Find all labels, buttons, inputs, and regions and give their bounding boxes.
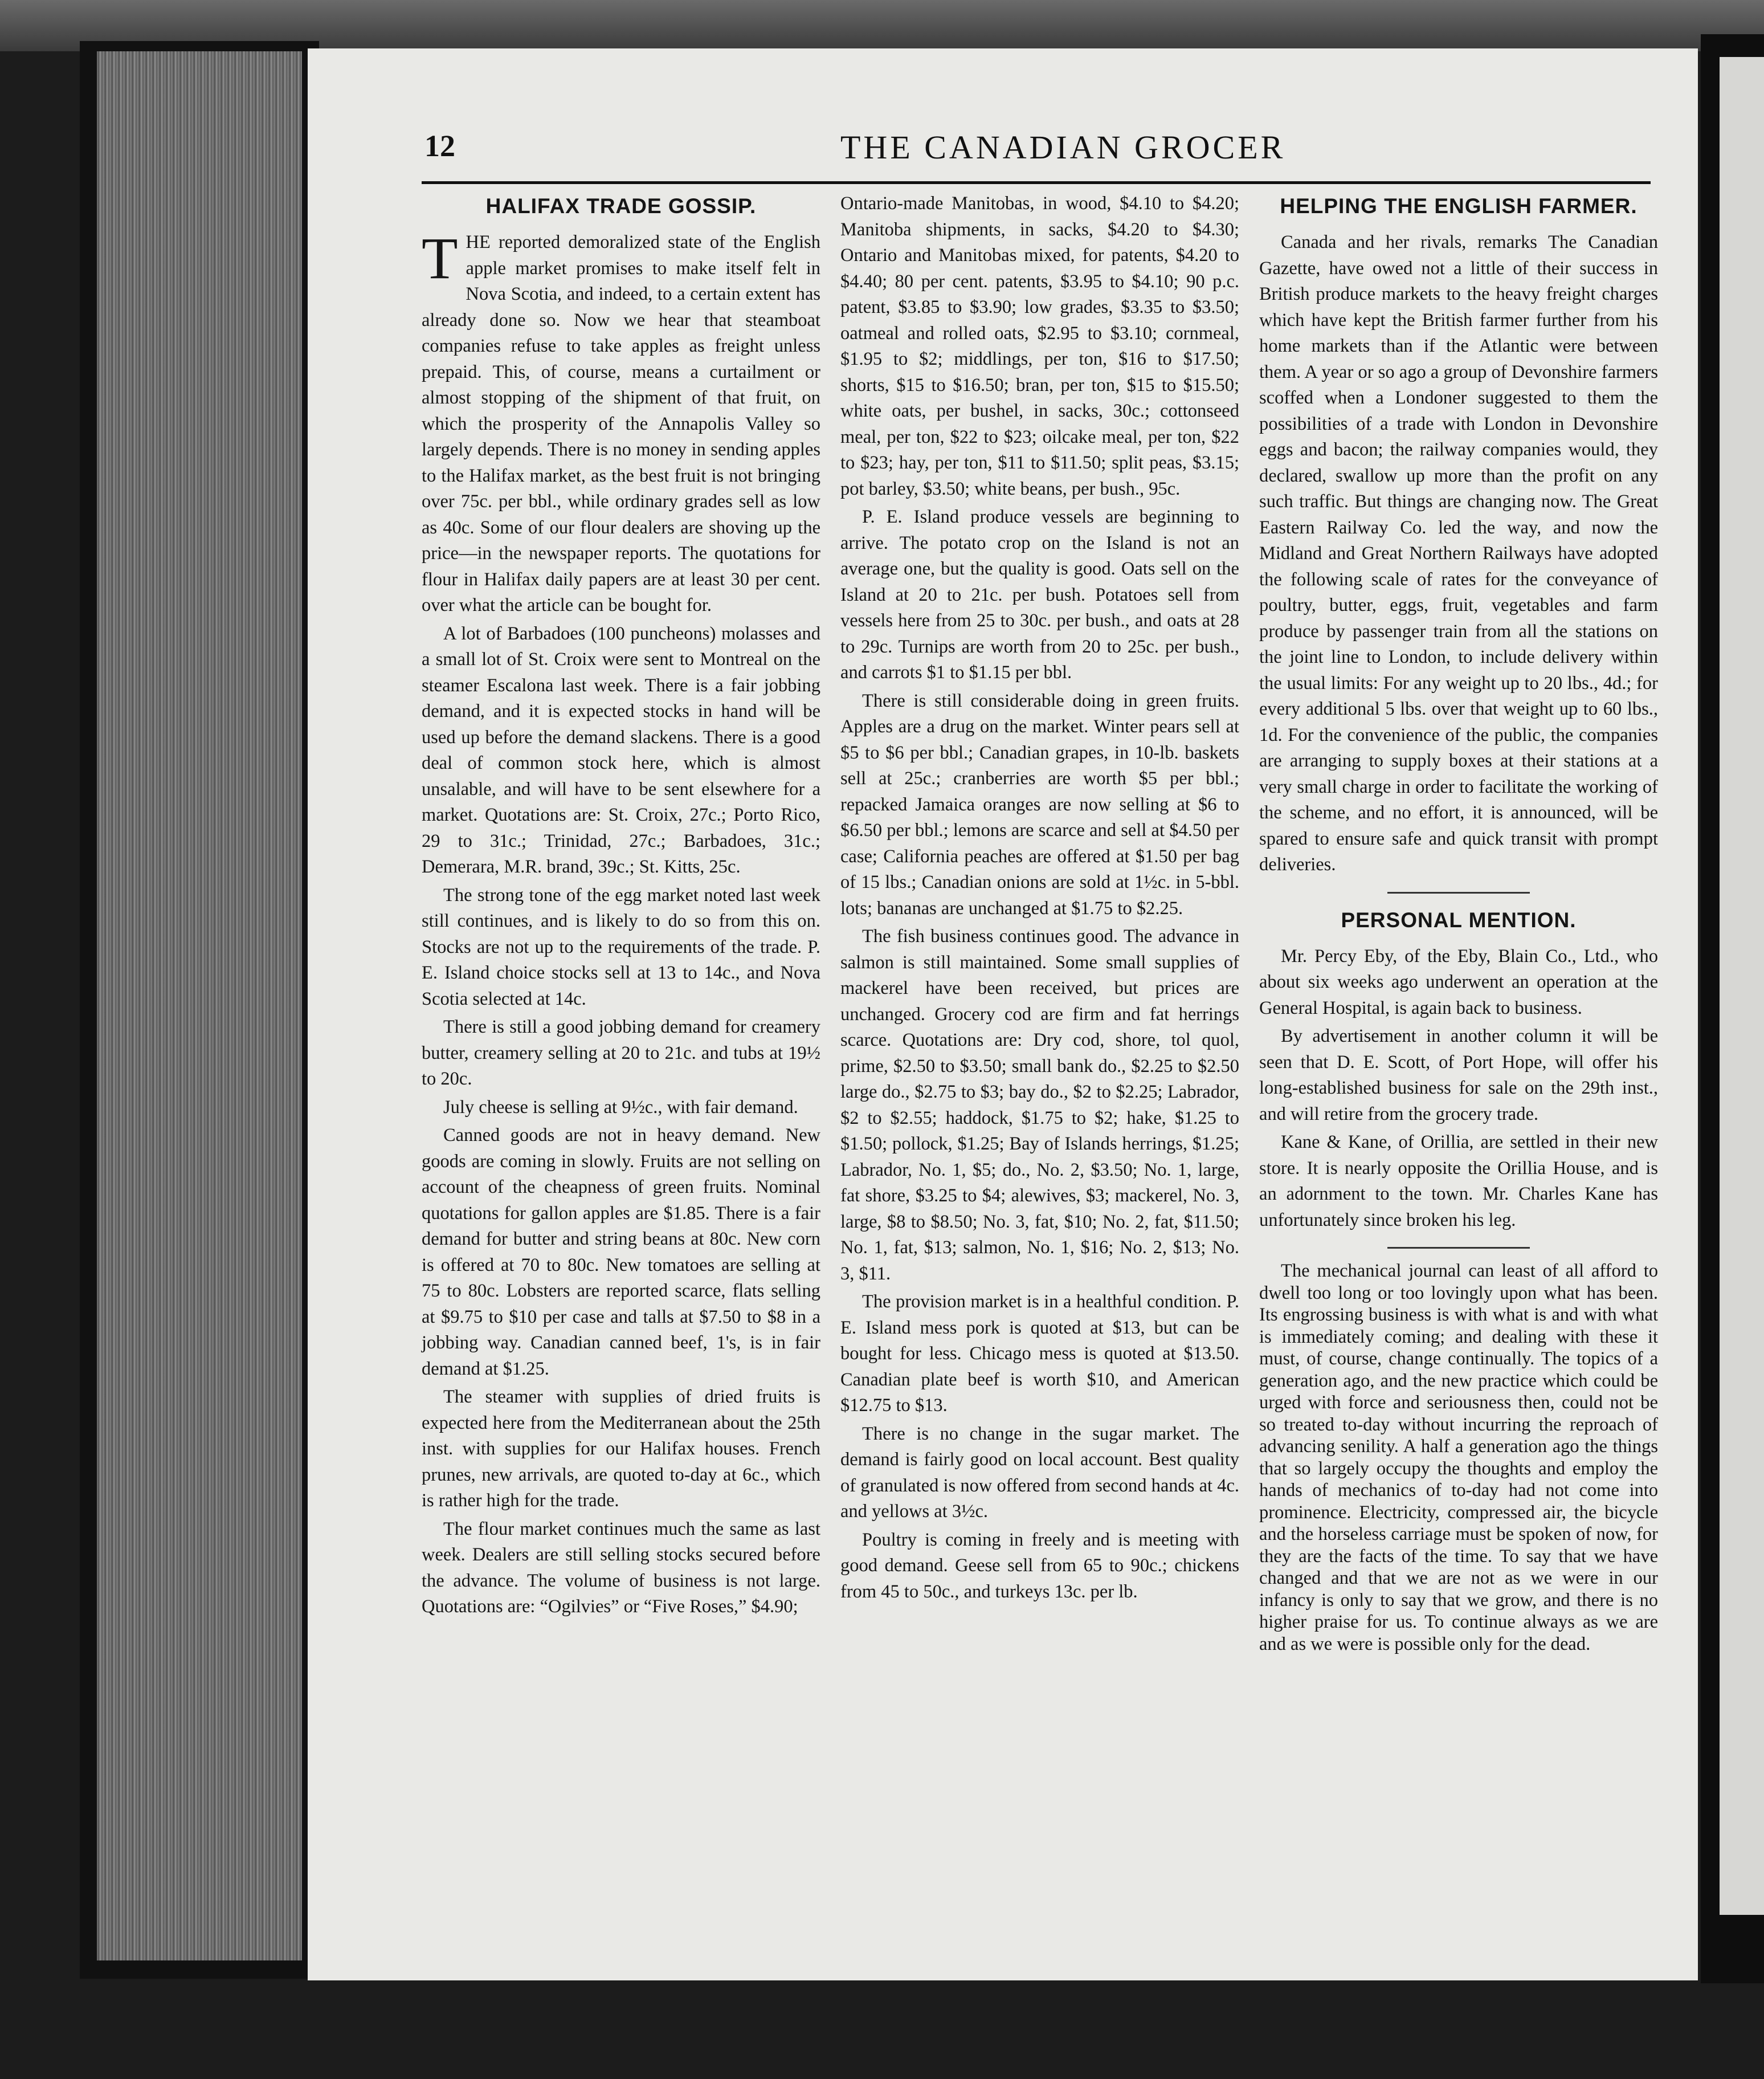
page-edges: [97, 51, 302, 1960]
facing-page-edge: [1720, 57, 1764, 1915]
article-title-english-farmer: HELPING THE ENGLISH FARMER.: [1280, 194, 1638, 218]
running-head: THE CANADIAN GROCER: [840, 129, 1286, 166]
article-paragraph: Ontario-made Manitobas, in wood, $4.10 to $4.20; Manitoba shipments, in sacks, $4.20 to $4.30; Ontario and Manitobas mixed, for patents, $4.20 to $4.40; 80 per cent. patents, $3.95 to $4.10; 90 p.c. patent, $3.85 to $3.90; low grades, $3.35 to $3.50; oatmeal and rolled oats, $2.95 to $3.10; cornmeal, $1.95 to $2; middlings, per ton, $16 to $17.50; shorts, $15 to $16.50; bran, per ton, $15 to $15.50; white oats, per bushel, in sacks, 30c.; cottonseed meal, per ton, $22 to $23; oilcake meal, per ton, $22 to $23; hay, per ton, $11 to $11.50; split peas, $3.15; pot barley, $3.50; white beans, per bush., 95c.: [840, 193, 1239, 499]
article-paragraph: The flour market continues much the same as last week. Dealers are still selling stocks secured before the advance. The volume of business is not large. Quotations are: “Ogilvies” or “Five Roses,” $4.90;: [422, 1518, 820, 1617]
article-title-personal-mention: PERSONAL MENTION.: [1341, 908, 1577, 932]
article-paragraph: The steamer with supplies of dried fruits is expected here from the Mediterranean about the 25th inst. with supplies for our Halifax houses. French prunes, new arrivals, are quoted to-day at 6c., which is rather high for the trade.: [422, 1387, 820, 1511]
article-paragraph: The strong tone of the egg market noted last week still continues, and is likely to do so from this on. Stocks are not up to the requirements of the trade. P. E. Island choice stocks sell at 13 to 14c., and Nova Scotia selected at 14c.: [422, 884, 820, 1009]
article-paragraph: Canned goods are not in heavy demand. New goods are coming in slowly. Fruits are not selling on account of the cheapness of green fruits. Nominal quotations for gallon apples are $1.85. There is a fair demand for butter and string beans at 80c. New corn is offered at 70 to 80c. New tomatoes are selling at 75 to 80c. Lobsters are reported scarce, flats selling at $9.75 to $10 per case and talls at $7.50 to $8 in a jobbing way. Canadian canned beef, 1's, is in fair demand at $1.25.: [422, 1125, 820, 1379]
article-title-halifax: HALIFAX TRADE GOSSIP.: [485, 194, 757, 218]
article-paragraph: There is still considerable doing in green fruits. Apples are a drug on the market. Winter pears sell at $5 to $6 per bbl.; Canadian grapes, in 10-lb. baskets sell at 25c.; cranberries are worth $5 per bbl.; repacked Jamaica oranges are now selling at $6 to $6.50 per bbl.; lemons are scarce and sell at $4.50 per case; California peaches are offered at $1.50 per bag of 15 lbs.; Canadian onions are sold at 1½c. in 5-bbl. lots; bananas are unchanged at $1.75 to $2.25.: [840, 690, 1239, 919]
article-paragraph: Kane & Kane, of Orillia, are settled in their new store. It is nearly opposite the Orillia House, and is an adornment to the town. Mr. Charles Kane has unfortunately since broken his leg.: [1259, 1132, 1658, 1230]
article-paragraph: The provision market is in a healthful condition. P. E. Island mess pork is quoted at $13, but can be bought for less. Chicago mess is quoted at $13.50. Canadian plate beef is worth $10, and American $12.75 to $13.: [840, 1291, 1239, 1416]
column-2: [840, 191, 1239, 1607]
section-divider: [1387, 1247, 1530, 1249]
article-paragraph: The mechanical journal can least of all afford to dwell too long or too lovingly upon what has been. Its engrossing business is with what is and with what is immediately coming; and dealing with these it must, of course, change continually. The topics of a generation ago, and the new practice which could be urged with force and seriousness then, could not be so treated to-day without incurring the reproach of advancing senility. A half a generation ago the things that so largely occupy the thoughts and employ the hands of mechanics of to-day had not come into prominence. Electricity, compressed air, the bicycle and the horseless carriage must be spoken of now, for they are the facts of the time. To say that we have changed and that we are not as we were in our infancy is only to say that we grow, and there is no higher praise for us. To continue always as we are and as we were is possible only for the dead.: [1259, 1261, 1658, 1654]
article-paragraph: July cheese is selling at 9½c., with fair demand.: [443, 1096, 798, 1118]
article-paragraph: Canada and her rivals, remarks The Canadian Gazette, have owed not a little of their success in British produce markets to the heavy freight charges which have kept the British farmer further from his home markets than if the Atlantic were between them. A year or so ago a group of Devonshire farmers scoffed when a Londoner suggested to them the possibilities of a trade with London in Devonshire eggs and bacon; the railway companies would, they declared, swallow up more than the profit on any such traffic. But things are changing now. The Great Eastern Railway Co. led the way, and now the Midland and Great Northern Railways have adopted the following scale of rates for the conveyance of poultry, butter, eggs, fruit, vegetables and farm produce by passenger train from all the stations on the joint line to London, to include delivery within the usual limits: For any weight up to 20 lbs., 4d.; for every additional 5 lbs. over that weight up to 60 lbs., 1d. For the convenience of the public, the companies are arranging to supply boxes at their stations at a very small charge in order to facilitate the working of the scheme, and no effort, it is announced, will be spared to ensure safe and quick transit with prompt deliveries.: [1259, 232, 1658, 875]
article-paragraph: There is no change in the sugar market. The demand is fairly good on local account. Best quality of granulated is now offered from second hands at 4c. and yellows at 3½c.: [840, 1423, 1239, 1522]
article-paragraph: P. E. Island produce vessels are beginning to arrive. The potato crop on the Island is not an average one, but the quality is good. Oats sell on the Island at 20 to 21c. per bush. Potatoes sell from vessels here from 25 to 30c. per bush., and oats at 28 to 29c. Turnips are worth from 20 to 25c. per bush., and carrots $1 to $1.15 per bbl.: [840, 507, 1239, 683]
article-paragraph: THE reported demoralized state of the English apple market promises to make itself felt in Nova Scotia, and indeed, to a certain extent has already done so. Now we hear that steamboat companies refuse to take apples as freight unless prepaid. This, of course, means a curtailment or almost stopping of the shipment of that fruit, on which the prosperity of the Annapolis Valley so largely depends. There is no money in sending apples to the Halifax market, as the best fruit is not bringing over 75c. per bbl., while ordinary grades sell as low as 40c. Some of our flour dealers are shoving up the price—in the newspaper reports. The quotations for flour in Halifax daily papers are at least 30 per cent. over what the article can be bought for.: [422, 226, 820, 615]
column-1: [422, 191, 820, 1623]
drop-cap: T: [422, 226, 458, 291]
article-paragraph: Mr. Percy Eby, of the Eby, Blain Co., Ltd., who about six weeks ago underwent an operation at the General Hospital, is again back to business.: [1259, 945, 1658, 1018]
article-paragraph: Poultry is coming in freely and is meeting with good demand. Geese sell from 65 to 90c.; chickens from 45 to 50c., and turkeys 13c. per lb.: [840, 1529, 1239, 1602]
page-number: 12: [424, 129, 455, 163]
article-paragraph: By advertisement in another column it will be seen that D. E. Scott, of Port Hope, will offer his long-established business for sale on the 29th inst., and will retire from the grocery trade.: [1259, 1026, 1658, 1124]
column-3: [1259, 191, 1658, 1657]
section-divider: [1387, 892, 1530, 894]
header-rule: [422, 181, 1651, 184]
article-paragraph: There is still a good jobbing demand for creamery butter, creamery selling at 20 to 21c. and tubs at 19½ to 20c.: [422, 1017, 820, 1089]
article-paragraph: A lot of Barbadoes (100 puncheons) molasses and a small lot of St. Croix were sent to Montreal on the steamer Escalona last week. There is a fair jobbing demand, and it is expected stocks in hand will be used up before the demand slackens. There is a good deal of common stock here, which is almost unsalable, and will have to be sent elsewhere for a market. Quotations are: St. Croix, 27c.; Porto Rico, 29 to 31c.; Trinidad, 27c.; Barbadoes, 31c.; Demerara, M.R. brand, 39c.; St. Kitts, 25c.: [422, 623, 820, 877]
article-paragraph: The fish business continues good. The advance in salmon is still maintained. Some small supplies of mackerel have been received, but prices are unchanged. Grocery cod are firm and fat herrings scarce. Quotations are: Dry cod, shore, tol quol, prime, $2.50 to $3.50; small bank do., $2.25 to $2.50 large do., $2.75 to $3; bay do., $2 to $2.25; Labrador, $2 to $2.55; haddock, $1.75 to $2; hake, $1.25 to $1.50; pollock, $1.25; Bay of Islands herrings, $1.25; Labrador, No. 1, $5; do., No. 2, $3.50; No. 1, large, fat shore, $3.25 to $4; alewives, $3; mackerel, No. 3, large, $8 to $8.50; No. 3, fat, $10; No. 2, fat, $11.50; No. 1, fat, $13; salmon, No. 1, $16; No. 2, $13; No. 3, $11.: [840, 926, 1239, 1284]
